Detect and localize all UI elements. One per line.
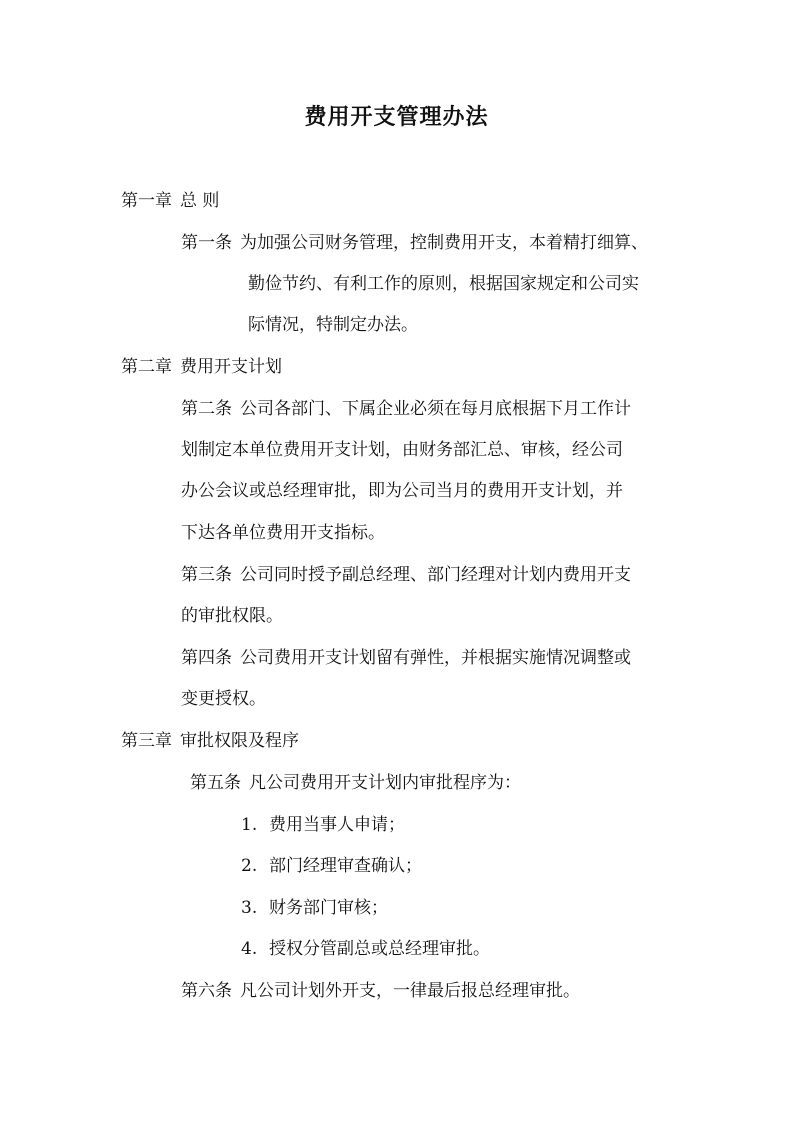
procedure-step bbox=[241, 813, 405, 837]
step-text: 财务部门审核； bbox=[269, 898, 388, 918]
chapter-title: 审批权限及程序 bbox=[180, 731, 299, 751]
chapter-heading bbox=[121, 355, 282, 379]
article-paragraph bbox=[181, 646, 631, 670]
article-text: 公司各部门、下属企业必须在每月底根据下月工作计 bbox=[240, 399, 631, 419]
step-number: 3. bbox=[241, 898, 258, 918]
article-text-line: 的审批权限。 bbox=[181, 606, 283, 626]
chapter-heading bbox=[121, 189, 219, 213]
article-label: 第五条 bbox=[190, 773, 241, 793]
chapter-heading bbox=[121, 729, 299, 753]
step-text: 授权分管副总或总经理审批。 bbox=[269, 939, 490, 959]
step-number: 1. bbox=[241, 815, 258, 835]
article-text: 凡公司计划外开支，一律最后报总经理审批。 bbox=[240, 981, 580, 1001]
article-label: 第一条 bbox=[181, 233, 232, 253]
article-text: 公司同时授予副总经理、部门经理对计划内费用开支 bbox=[240, 565, 631, 585]
article-text: 公司费用开支计划留有弹性，并根据实施情况调整或 bbox=[240, 648, 631, 668]
chapter-label: 第二章 bbox=[121, 357, 172, 377]
chapter-label: 第一章 bbox=[121, 191, 172, 211]
chapter-label: 第三章 bbox=[121, 731, 172, 751]
article-text-line: 下达各单位费用开支指标。 bbox=[181, 523, 385, 543]
step-number: 2. bbox=[241, 856, 258, 876]
article-label: 第四条 bbox=[181, 648, 232, 668]
step-number: 4. bbox=[241, 939, 258, 959]
article-paragraph bbox=[190, 771, 521, 795]
chapter-title: 总 则 bbox=[180, 191, 220, 211]
article-paragraph bbox=[181, 397, 631, 421]
document-title: 费用开支管理办法 bbox=[304, 104, 489, 130]
chapter-title: 费用开支计划 bbox=[180, 357, 282, 377]
article-paragraph bbox=[181, 231, 648, 255]
article-text: 凡公司费用开支计划内审批程序为： bbox=[249, 773, 521, 793]
article-label: 第二条 bbox=[181, 399, 232, 419]
article-text-line: 际情况，特制定办法。 bbox=[248, 315, 418, 335]
step-text: 费用当事人申请； bbox=[269, 815, 405, 835]
article-label: 第六条 bbox=[181, 981, 232, 1001]
article-paragraph bbox=[181, 563, 631, 587]
procedure-step bbox=[241, 937, 490, 961]
article-text-line: 勤俭节约、有利工作的原则，根据国家规定和公司实 bbox=[248, 274, 639, 294]
article-text-line: 划制定本单位费用开支计划，由财务部汇总、审核，经公司 bbox=[181, 440, 623, 460]
article-text-line: 办公会议或总经理审批，即为公司当月的费用开支计划，并 bbox=[181, 481, 623, 501]
article-text: 为加强公司财务管理，控制费用开支，本着精打细算、 bbox=[240, 233, 648, 253]
article-text-line: 变更授权。 bbox=[181, 689, 266, 709]
procedure-step bbox=[241, 854, 422, 878]
step-text: 部门经理审查确认； bbox=[269, 856, 422, 876]
article-label: 第三条 bbox=[181, 565, 232, 585]
procedure-step bbox=[241, 896, 388, 920]
article-paragraph bbox=[181, 979, 580, 1003]
